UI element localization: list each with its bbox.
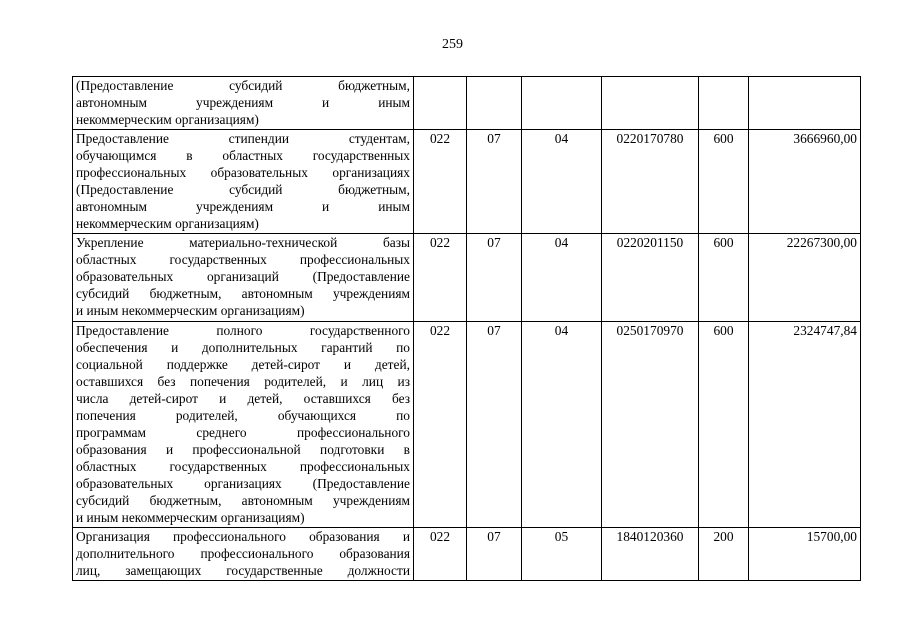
- subsection-code: 04: [522, 234, 602, 322]
- target-code: 0220170780: [602, 130, 699, 234]
- description-line: автономным учреждениям и иным: [76, 199, 410, 214]
- description-line: образовательных организаций (Предоставление: [76, 269, 410, 284]
- row-description: [73, 77, 414, 130]
- description-line: образования и профессиональной подготовки в: [76, 442, 410, 457]
- description-line: областных государственных профессиональных: [76, 252, 410, 267]
- description-line: программам среднего профессионального: [76, 425, 410, 440]
- expense-type-code: 200: [699, 528, 749, 581]
- section-code: 07: [467, 528, 522, 581]
- description-line: (Предоставление субсидий бюджетным,: [76, 182, 410, 197]
- expense-type-code: 600: [699, 234, 749, 322]
- section-code: 07: [467, 130, 522, 234]
- target-code: 0250170970: [602, 322, 699, 528]
- table-row: [73, 528, 861, 581]
- row-description: [73, 322, 414, 528]
- description-line: числа детей-сирот и детей, оставшихся без: [76, 391, 410, 406]
- target-code: [602, 77, 699, 130]
- ministry-code: 022: [414, 234, 467, 322]
- subsection-code: 04: [522, 322, 602, 528]
- subsection-code: [522, 77, 602, 130]
- description-line: автономным учреждениям и иным: [76, 95, 410, 110]
- row-description: [73, 234, 414, 322]
- budget-table: [72, 76, 861, 581]
- table-row: [73, 130, 861, 234]
- expense-type-code: [699, 77, 749, 130]
- page-number: 259: [442, 37, 463, 52]
- description-line: обеспечения и дополнительных гарантий по: [76, 340, 410, 355]
- description-line: Укрепление материально-технической базы: [76, 235, 410, 250]
- description-line: (Предоставление субсидий бюджетным,: [76, 78, 410, 93]
- amount: 2324747,84: [749, 322, 861, 528]
- description-line: Организация профессионального образования и: [76, 529, 410, 544]
- description-line: профессиональных образовательных организациях: [76, 165, 410, 180]
- target-code: 1840120360: [602, 528, 699, 581]
- description-line: субсидий бюджетным, автономным учреждениям: [76, 286, 410, 301]
- description-line: некоммерческим организациям): [76, 112, 259, 127]
- subsection-code: 04: [522, 130, 602, 234]
- description-line: некоммерческим организациям): [76, 216, 259, 231]
- expense-type-code: 600: [699, 322, 749, 528]
- description-line: и иным некоммерческим организациям): [76, 303, 305, 318]
- description-line: образовательных организациях (Предоставление: [76, 476, 410, 491]
- ministry-code: 022: [414, 322, 467, 528]
- amount: 3666960,00: [749, 130, 861, 234]
- section-code: 07: [467, 322, 522, 528]
- description-line: Предоставление полного государственного: [76, 323, 410, 338]
- amount: [749, 77, 861, 130]
- row-description: [73, 528, 414, 581]
- description-line: дополнительного профессионального образования: [76, 546, 410, 561]
- table-row: [73, 77, 861, 130]
- ministry-code: 022: [414, 528, 467, 581]
- description-line: Предоставление стипендии студентам,: [76, 131, 410, 146]
- section-code: 07: [467, 234, 522, 322]
- amount: 22267300,00: [749, 234, 861, 322]
- ministry-code: [414, 77, 467, 130]
- description-line: попечения родителей, обучающихся по: [76, 408, 410, 423]
- description-line: областных государственных профессиональных: [76, 459, 410, 474]
- row-description: [73, 130, 414, 234]
- description-line: лиц, замещающих государственные должности: [76, 563, 410, 578]
- target-code: 0220201150: [602, 234, 699, 322]
- amount: 15700,00: [749, 528, 861, 581]
- ministry-code: 022: [414, 130, 467, 234]
- description-line: и иным некоммерческим организациям): [76, 510, 305, 525]
- description-line: обучающимся в областных государственных: [76, 148, 410, 163]
- description-line: оставшихся без попечения родителей, и лиц из: [76, 374, 410, 389]
- subsection-code: 05: [522, 528, 602, 581]
- expense-type-code: 600: [699, 130, 749, 234]
- description-line: субсидий бюджетным, автономным учреждениям: [76, 493, 410, 508]
- table-row: [73, 234, 861, 322]
- description-line: социальной поддержке детей-сирот и детей,: [76, 357, 410, 372]
- section-code: [467, 77, 522, 130]
- table-row: [73, 322, 861, 528]
